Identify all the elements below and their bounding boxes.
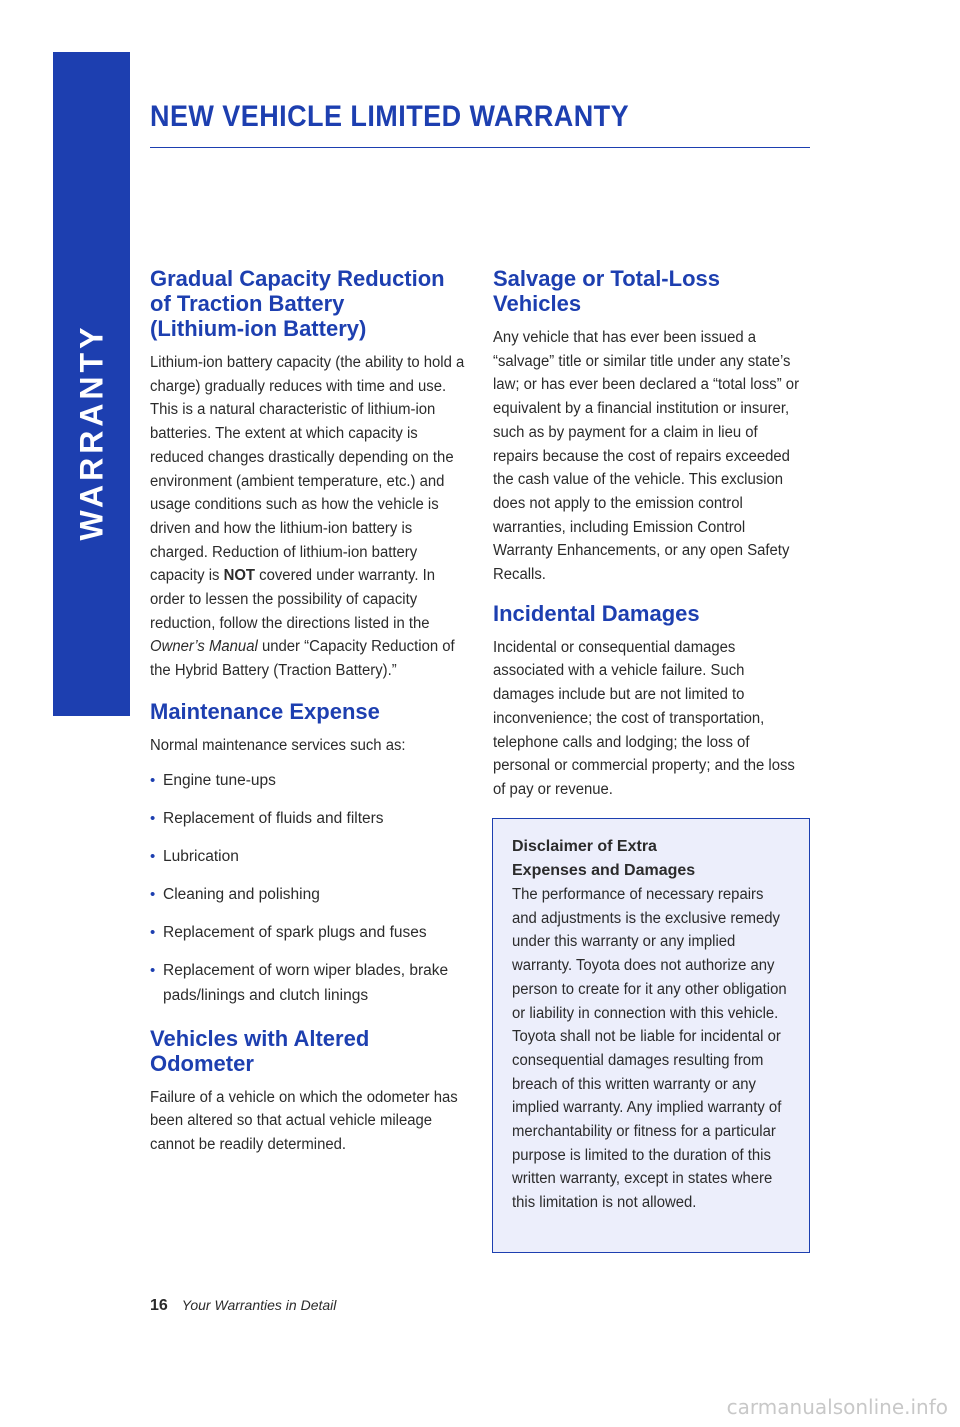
section-heading-maintenance: Maintenance Expense (150, 698, 380, 724)
page-number: 16 (150, 1297, 168, 1314)
heading-line: Disclaimer of Extra (512, 838, 657, 855)
section-heading-salvage: Salvage or Total-Loss Vehicles (493, 266, 720, 316)
body-text: Lithium-ion battery capacity (the ability to hold a charge) gradually reduces with time and use. This is a natural characteristic of lithium-ion batteries. The extent at which capacity is reduced changes drastically depending on the environment (ambient temperature, etc.) and usage conditions such as how the vehicle is driven and how the lithium-ion battery is charged. Reduction of lithium-ion battery capacity is (150, 354, 465, 585)
page-title: NEW VEHICLE LIMITED WARRANTY (150, 100, 630, 133)
section-incidental (493, 601, 803, 802)
list-item-text: Engine tune-ups (163, 771, 276, 789)
section-odometer (150, 1026, 465, 1157)
list-item-text: Cleaning and polishing (163, 885, 320, 903)
maintenance-list (150, 768, 465, 1008)
section-salvage (493, 266, 803, 587)
heading-line: Gradual Capacity Reduction (150, 266, 445, 291)
maintenance-intro: Normal maintenance services such as: (150, 736, 406, 754)
heading-line: of Traction Battery (150, 291, 345, 316)
list-item-text: Replacement of spark plugs and fuses (163, 923, 427, 941)
section-maintenance (150, 699, 465, 1008)
disclaimer-heading (512, 835, 791, 883)
list-item (150, 806, 465, 831)
body-text: under “Capacity Reduction of the Hybrid Battery (Traction Battery).” (150, 638, 455, 680)
section-side-tab (53, 52, 130, 716)
list-item-text: Replacement of worn wiper blades, brake pads/linings and clutch linings (163, 961, 449, 1004)
list-item (150, 844, 465, 869)
title-divider (150, 147, 810, 148)
section-body-odometer: Failure of a vehicle on which the odometer has been altered so that actual vehicle mileage cannot be readily determined. (150, 1088, 458, 1153)
list-item (150, 882, 465, 907)
list-item-text: Replacement of fluids and filters (163, 809, 384, 827)
body-italic-text: Owner’s Manual (150, 638, 258, 656)
section-body-incidental: Incidental or consequential damages associated with a vehicle failure. Such damages include but are not limited to inconvenience; the cost of transportation, telephone calls and lodging; the loss of personal or commercial property; and the loss of pay or revenue. (493, 638, 795, 798)
bullet-icon: • (150, 923, 156, 941)
watermark-text: carmanualsonline.info (726, 1395, 948, 1419)
left-column (150, 266, 465, 1167)
bullet-icon: • (150, 885, 156, 903)
bullet-icon: • (150, 961, 156, 979)
list-item (150, 920, 465, 945)
side-tab-label: WARRANTY (73, 323, 109, 541)
body-text: covered under warranty. In order to lessen the possibility of capacity reduction, follow the directions listed in the (150, 567, 436, 632)
list-item (150, 958, 465, 1008)
section-body-salvage: Any vehicle that has ever been issued a “salvage” title or similar title under any state’s law; or has ever been declared a “total loss” or equivalent by a financial institution or insurer, such as by payment for a claim in lieu of repairs because the cost of repairs exceeded the cash value of the vehicle. This exclusion does not apply to the emission control warranties, including Emission Control Warranty Enhancements, or any open Safety Recalls. (493, 329, 800, 584)
section-gradual-capacity (150, 266, 465, 683)
footer-text: Your Warranties in Detail (181, 1297, 337, 1313)
right-column (493, 266, 803, 812)
heading-line: (Lithium-ion Battery) (150, 316, 367, 341)
heading-line: Expenses and Damages (512, 862, 696, 879)
list-item-text: Lubrication (163, 847, 239, 865)
page-footer (150, 1297, 336, 1315)
bullet-icon: • (150, 847, 156, 865)
disclaimer-body: The performance of necessary repairs and adjustments is the exclusive remedy under this warranty or any implied warranty. Toyota does not authorize any person to create for it any other obligation or liability in connection with this vehicle. Toyota shall not be liable for incidental or consequential damages resulting from breach of this written warranty or any implied warranty. Any implied warranty of merchantability or fitness for a particular purpose is limited to the duration of this written warranty, except in states where this limitation is not allowed. (512, 886, 787, 1212)
disclaimer-box (492, 818, 810, 1253)
section-heading-gradual (150, 266, 465, 341)
section-heading-odometer: Vehicles with Altered Odometer (150, 1025, 370, 1076)
bullet-icon: • (150, 809, 156, 827)
bullet-icon: • (150, 771, 156, 789)
list-item (150, 768, 465, 793)
section-heading-incidental: Incidental Damages (493, 600, 700, 626)
section-body-gradual (150, 351, 464, 683)
body-bold-text: NOT (223, 567, 256, 585)
